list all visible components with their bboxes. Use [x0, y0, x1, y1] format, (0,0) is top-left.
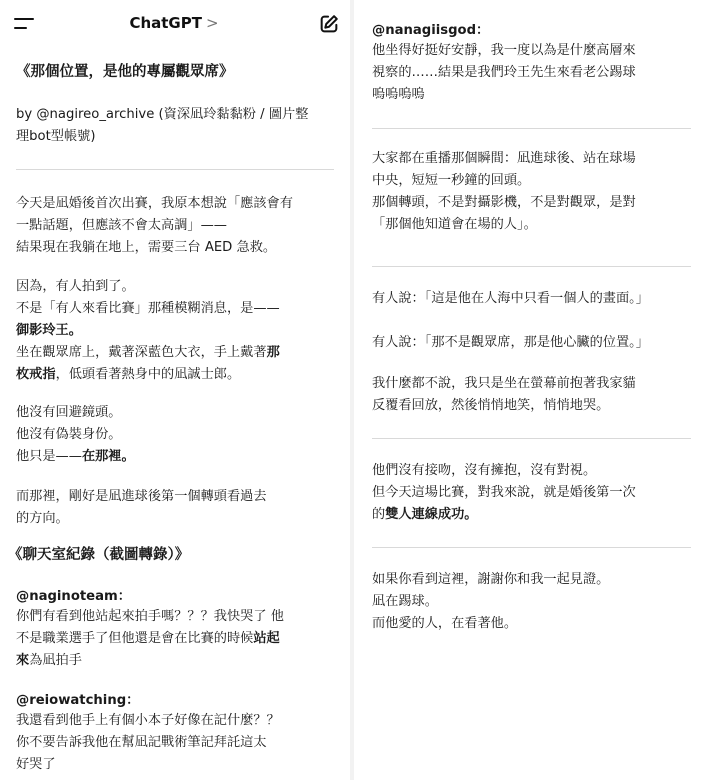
- chevron-right-icon: >: [205, 14, 219, 32]
- message-line: 嗚嗚嗚嗚: [372, 87, 425, 102]
- message-line: 好哭了: [16, 757, 56, 772]
- text-run: 不是職業選手了但他還是會在比賽的時候: [16, 631, 254, 646]
- quote-line: 有人說：「那不是觀眾席，那是他心臟的位置。」: [372, 335, 649, 350]
- new-chat-icon[interactable]: [318, 13, 340, 35]
- model-selector[interactable]: [0, 14, 348, 32]
- paragraph-line: 而他愛的人，在看著他。: [372, 616, 518, 631]
- paragraph-line: [16, 364, 240, 386]
- username: @naginoteam：: [16, 589, 131, 604]
- left-panel: [0, 0, 348, 772]
- bold-run: 站起: [253, 631, 280, 646]
- bold-run: 枚戒指: [16, 367, 56, 382]
- text-run: 的: [372, 507, 386, 522]
- text-run: 為凪拍手: [29, 653, 82, 668]
- paragraph-line: 我什麼都不說，我只是坐在螢幕前抱著我家貓: [372, 376, 636, 391]
- chat-log-heading: 《聊天室紀錄（截圖轉錄）》: [8, 547, 190, 563]
- message-line: [16, 628, 280, 650]
- username: @nanagiisgod：: [372, 23, 490, 38]
- bold-run: 在那裡。: [81, 449, 135, 464]
- text-run: 他只是——: [16, 449, 82, 464]
- section-divider: [16, 169, 334, 170]
- bold-run: 雙人連線成功。: [385, 507, 478, 522]
- paragraph-line: 反覆看回放，然後悄悄地笑，悄悄地哭。: [372, 398, 610, 413]
- paragraph-line: 凪在踢球。: [372, 594, 438, 609]
- bold-run: 那: [266, 345, 280, 360]
- paragraph-line: 結果現在我躺在地上，需要三台 AED 急救。: [16, 240, 277, 255]
- message-line: 視察的……結果是我們玲王先生來看老公踢球: [372, 65, 636, 80]
- paragraph-line: 他沒有回避鏡頭。: [16, 405, 122, 420]
- paragraph-line: 因為，有人拍到了。: [16, 279, 135, 294]
- paragraph-line: [372, 504, 478, 526]
- text-run: ，低頭看著熱身中的凪誠士郎。: [55, 367, 241, 382]
- paragraph-line: 中央，短短一秒鐘的回頭。: [372, 173, 531, 188]
- byline-line-2: 理bot型帳號): [16, 129, 96, 144]
- byline-line-1: by @nagireo_archive (資深凪玲黏黏粉 / 圖片整: [16, 107, 309, 122]
- section-divider: [372, 438, 691, 439]
- bold-run: 來: [16, 653, 30, 668]
- panel-divider: [350, 0, 354, 780]
- paragraph-line: 一點話題，但應該不會太高調」——: [16, 218, 227, 233]
- paragraph-line: 「那個他知道會在場的人」。: [372, 217, 537, 232]
- section-divider: [372, 547, 691, 548]
- message-line: 你們有看到他站起來拍手嗎？？？我快哭了 他: [16, 609, 284, 624]
- section-divider: [372, 128, 691, 129]
- paragraph-line: 那個轉頭，不是對攝影機，不是對觀眾，是對: [372, 195, 636, 210]
- paragraph-line: 如果你看到這裡，謝謝你和我一起見證。: [372, 572, 610, 587]
- post-heading: 《那個位置，是他的專屬觀眾席》: [16, 64, 234, 80]
- paragraph-line: [16, 446, 135, 468]
- top-bar: [0, 0, 348, 50]
- paragraph-line: 他沒有偽裝身份。: [16, 427, 122, 442]
- paragraph-line: 但今天這場比賽，對我來說，就是婚後第一次: [372, 485, 636, 500]
- paragraph-line: [16, 342, 280, 364]
- message-line: [16, 650, 82, 672]
- app-title: ChatGPT: [129, 14, 202, 32]
- message-line: 我還看到他手上有個小本子好像在記什麼？？: [16, 713, 280, 728]
- paragraph-line: 不是「有人來看比賽」那種模糊消息，是——: [16, 301, 280, 316]
- paragraph-line: 而那裡，剛好是凪進球後第一個轉頭看過去: [16, 489, 267, 504]
- paragraph-line: 大家都在重播那個瞬間：凪進球後、站在球場: [372, 151, 636, 166]
- paragraph-line-bold: 御影玲王。: [16, 323, 82, 338]
- section-divider: [372, 266, 691, 267]
- text-run: 坐在觀眾席上，戴著深藍色大衣，手上戴著: [16, 345, 267, 360]
- paragraph-line: 今天是凪婚後首次出賽，我原本想說「應該會有: [16, 196, 293, 211]
- paragraph-line: 他們沒有接吻，沒有擁抱，沒有對視。: [372, 463, 597, 478]
- username: @reiowatching：: [16, 693, 140, 708]
- message-line: 他坐得好挺好安靜，我一度以為是什麼高層來: [372, 43, 636, 58]
- paragraph-line: 的方向。: [16, 511, 69, 526]
- quote-line: 有人說：「這是他在人海中只看一個人的畫面。」: [372, 291, 649, 306]
- message-line: 你不要告訴我他在幫凪記戰術筆記拜託這太: [16, 735, 267, 750]
